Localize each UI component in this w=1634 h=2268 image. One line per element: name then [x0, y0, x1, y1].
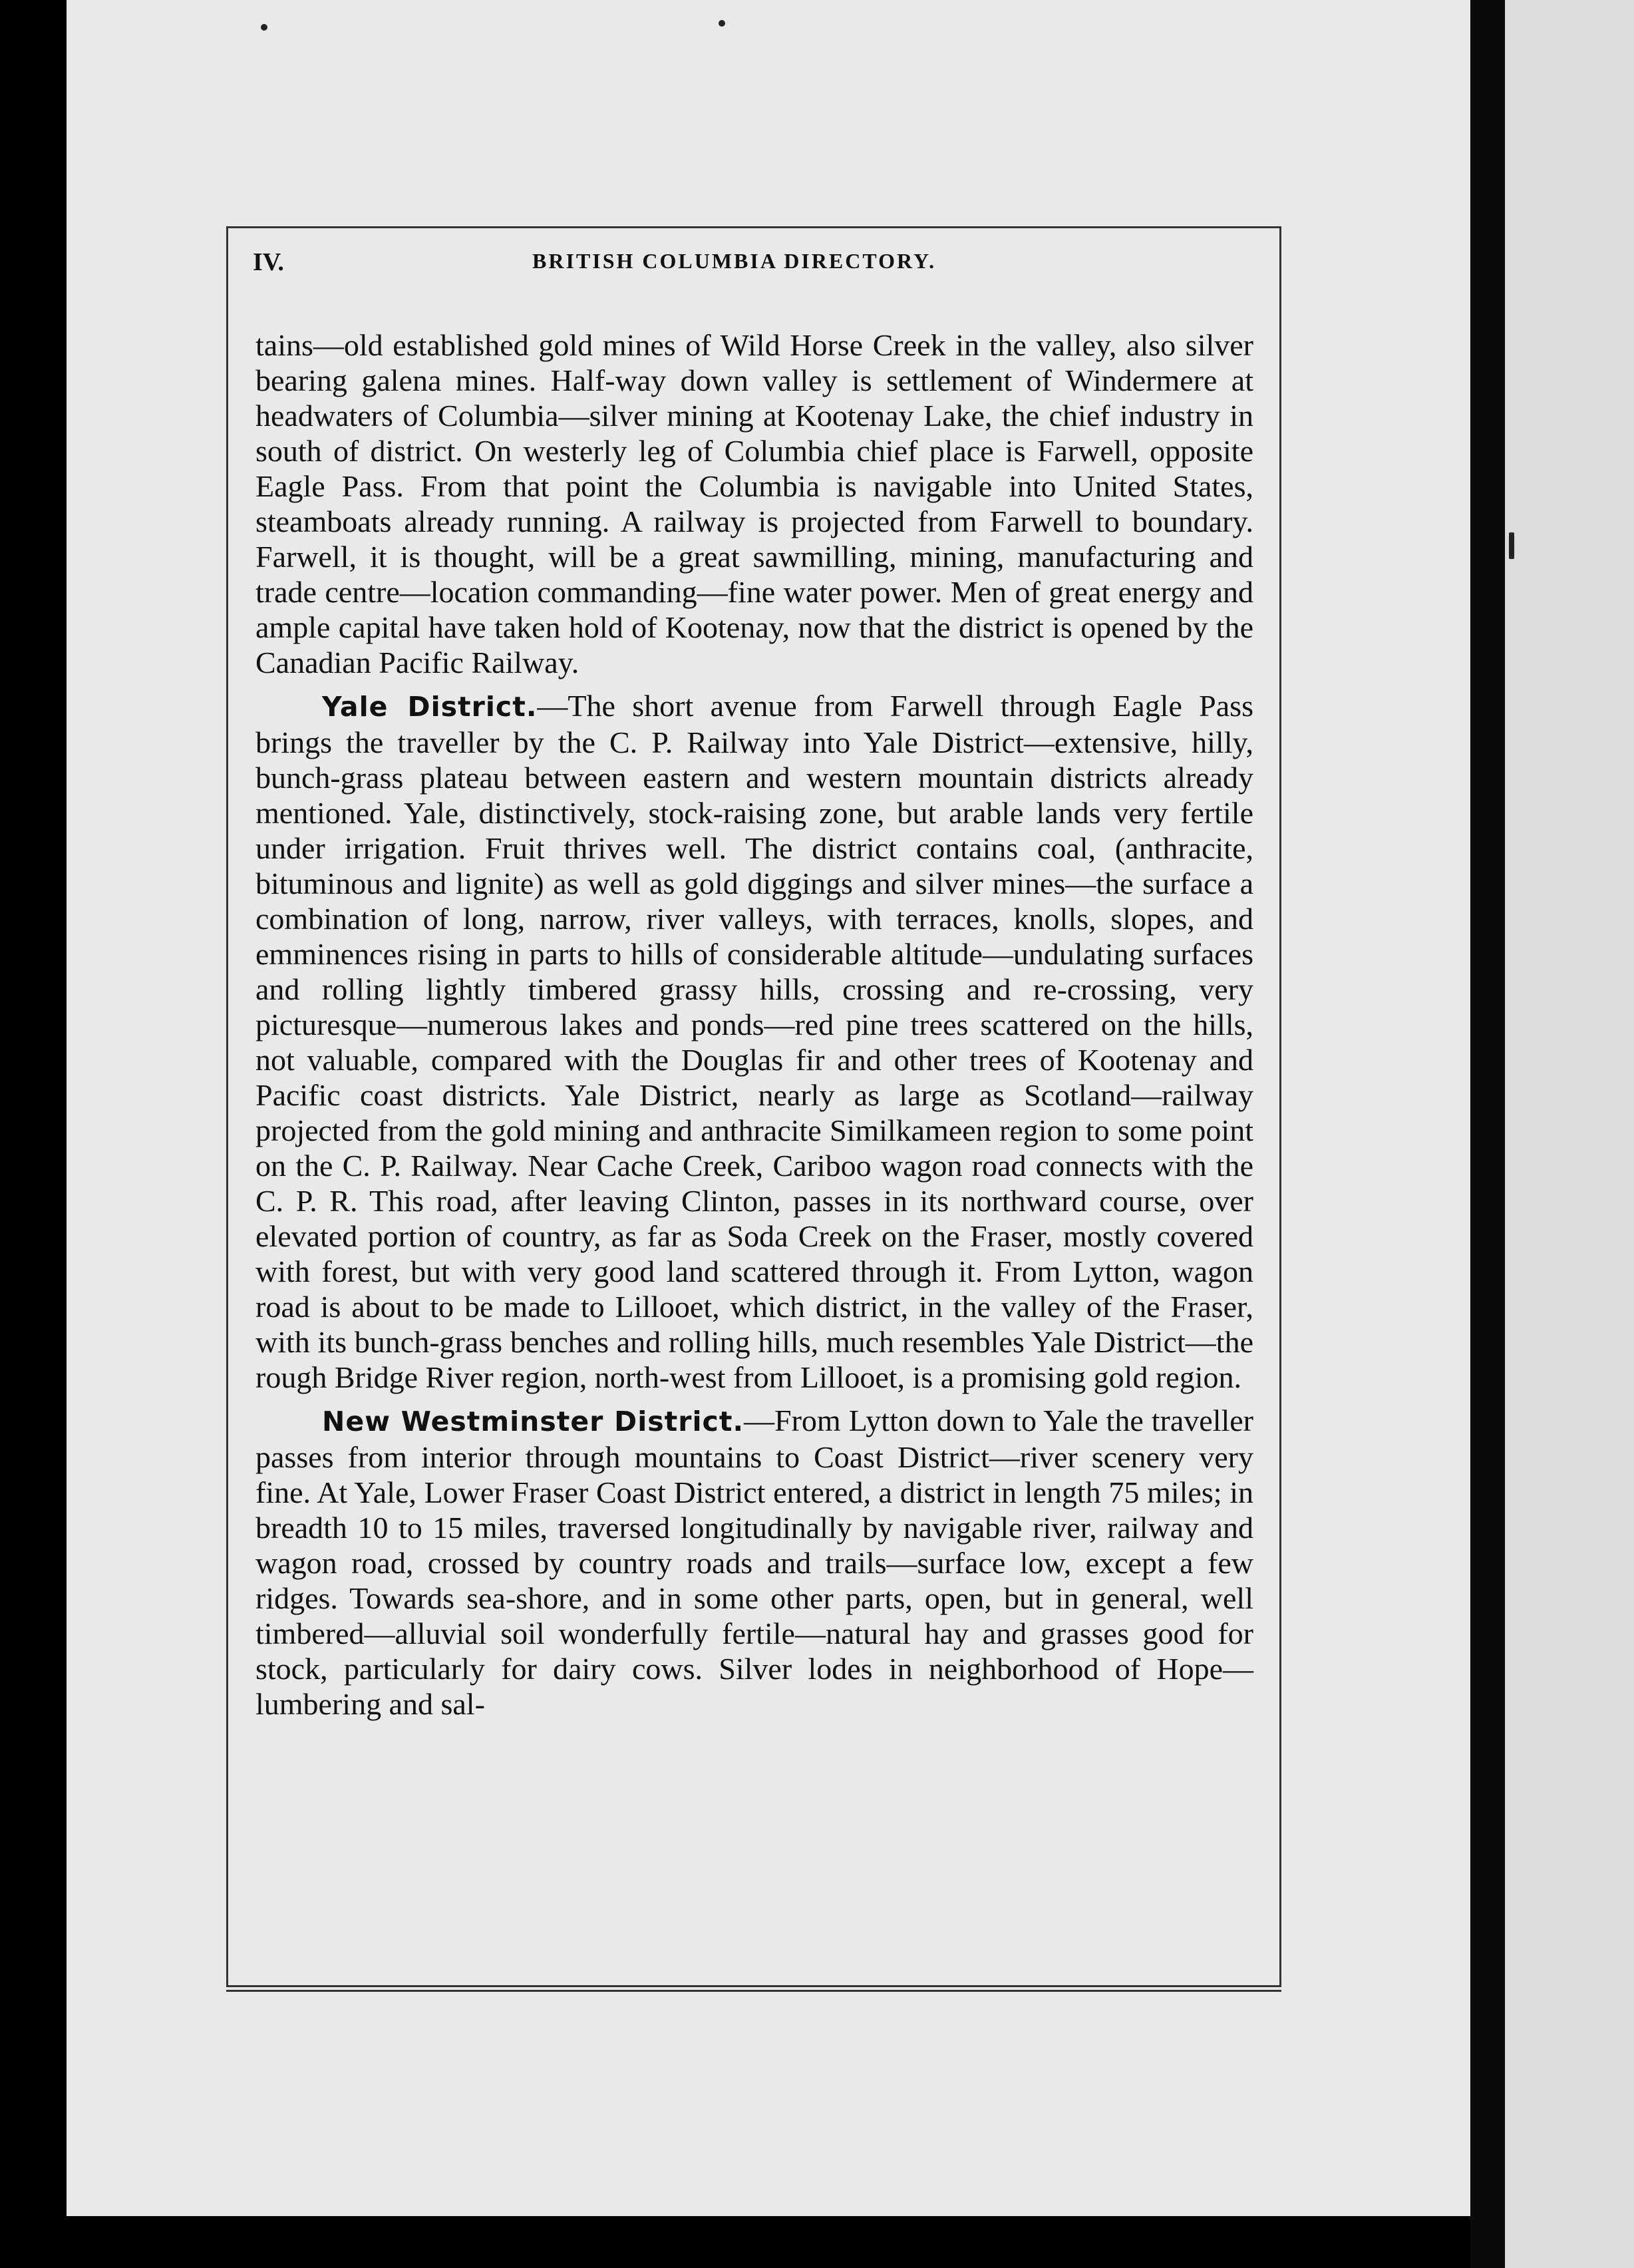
- section-heading-new-westminster: New Westminster District.: [322, 1406, 744, 1437]
- page-number: IV.: [253, 248, 284, 276]
- next-page-edge: [1505, 0, 1634, 2268]
- paragraph-text: —The short avenue from Farwell through Eagle Pass brings the traveller by the C. P. Railway into Yale District—extensive, hilly, bunch-grass plateau between eastern and western mountain districts already mentioned. Yale, distinctively, stock-raising zone, but arable lands very fertile under irrigation. Fruit thrives well. The district contains coal, (anthracite, bituminous and lignite) as well as gold diggings and silver mines—the surface a combination of long, narrow, river valleys, with terraces, knolls, slopes, and emminences rising in parts to hills of considerable altitude—undulating surfaces and rolling lightly timbered grassy hills, crossing and re-crossing, very picturesque—numerous lakes and ponds—red pine trees scattered on the hills, not valuable, compared with the Douglas fir and other trees of Kootenay and Pacific coast districts. Yale District, nearly as large as Scotland—railway projected from the gold mining and anthracite Similkameen region to some point on the C. P. Railway. Near Cache Creek, Cariboo wagon road connects with the C. P. R. This road, after leaving Clinton, passes in its northward course, over elevated portion of country, as far as Soda Creek on the Fraser, mostly covered with forest, but with very good land scattered through it. From Lytton, wagon road is about to be made to Lillooet, which district, in the valley of the Fraser, with its bunch-grass benches and rolling hills, much resembles Yale District—the rough Bridge River region, north-west from Lillooet, is a promising gold region.: [255, 689, 1253, 1394]
- paragraph-text: tains—old established gold mines of Wild Horse Creek in the valley, also silver bearing galena mines. Half-way down valley is settlement of Windermere at headwaters of Columbia—silver mining at Kootenay Lake, the chief industry in south of district. On westerly leg of Columbia chief place is Farwell, opposite Eagle Pass. From that point the Columbia is navigable into United States, steamboats already running. A railway is projected from Farwell to boundary. Farwell, it is thought, will be a great sawmilling, mining, manufacturing and trade centre—location commanding—fine water power. Men of great energy and ample capital have taken hold of Kootenay, now that the district is opened by the Canadian Pacific Railway.: [255, 328, 1253, 679]
- scan-speck: [261, 24, 267, 31]
- scan-speck: [719, 20, 725, 27]
- page-header: [253, 248, 1257, 287]
- scan-speck: [1509, 532, 1514, 559]
- section-heading-yale: Yale District.: [322, 691, 538, 723]
- paragraph-new-westminster-district: [255, 1403, 1253, 1722]
- paragraph-kootenay: [255, 327, 1253, 680]
- body-text: [255, 327, 1253, 1722]
- paragraph-text: —From Lytton down to Yale the traveller passes from interior through mountains to Coast District—river scenery very fine. At Yale, Lower Fraser Coast District entered, a district in length 75 miles; in breadth 10 to 15 miles, traversed longitudinally by navigable river, railway and wagon road, crossed by country roads and trails—surface low, except a few ridges. Towards sea-shore, and in some other parts, open, but in general, well timbered—alluvial soil wonderfully fertile—natural hay and grasses good for stock, particularly for dairy cows. Silver lodes in neighborhood of Hope—lumbering and sal-: [255, 1404, 1253, 1721]
- paragraph-yale-district: [255, 688, 1253, 1395]
- page-border-bottom: [226, 1990, 1281, 1992]
- running-title: BRITISH COLUMBIA DIRECTORY.: [532, 249, 937, 273]
